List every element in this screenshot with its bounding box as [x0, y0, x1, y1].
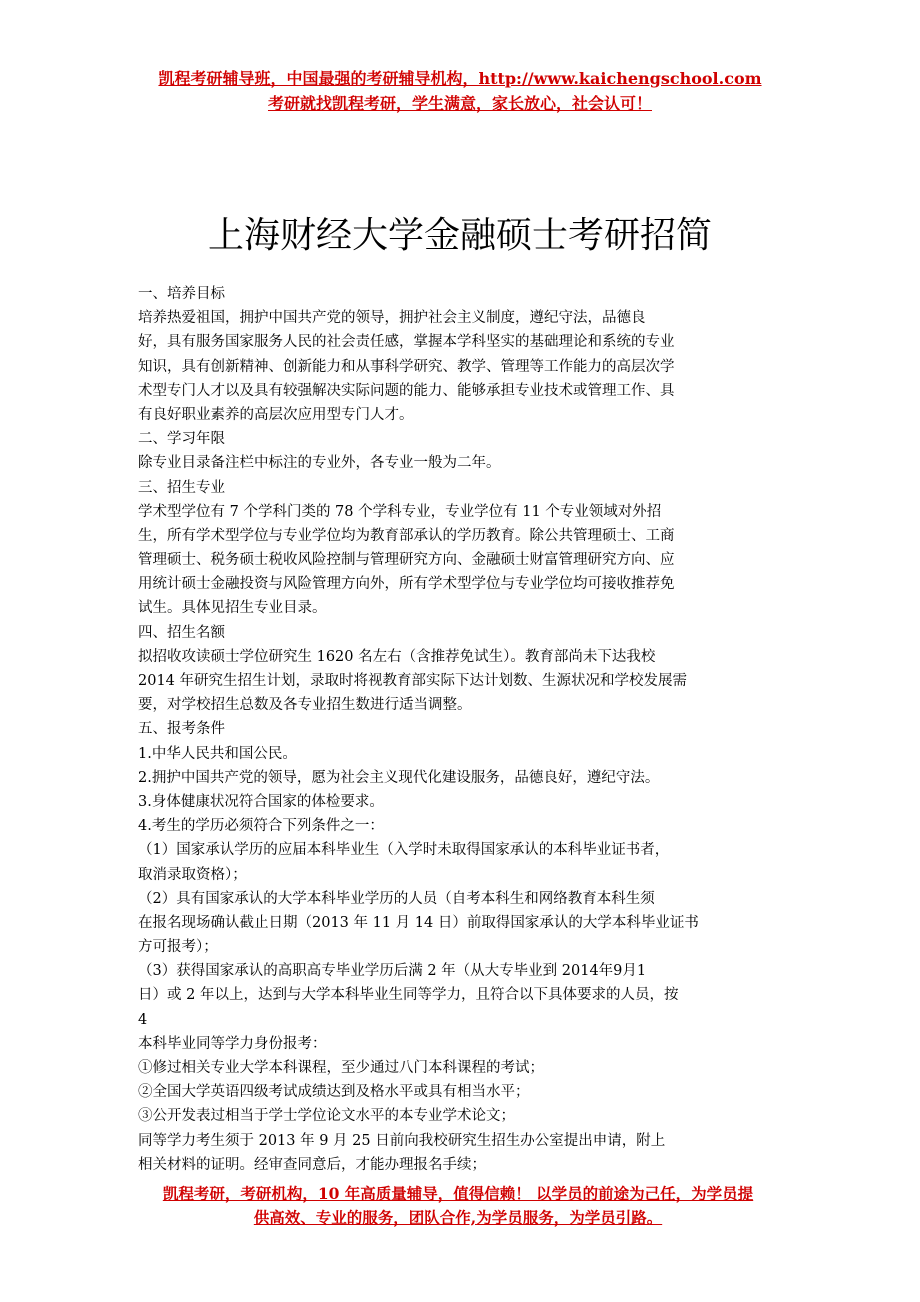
body-line: （2）具有国家承认的大学本科毕业学历的人员（自考本科生和网络教育本科生须 [138, 890, 655, 907]
footer-text-2: 供高效、专业的服务，团队合作,为学员服务，为学员引路。 [253, 1208, 663, 1227]
body-line: 2.拥护中国共产党的领导，愿为社会主义现代化建设服务，品德良好，遵纪守法。 [138, 769, 660, 786]
header-line-2 [0, 91, 920, 116]
body-line: 要，对学校招生总数及各专业招生数进行适当调整。 [138, 697, 472, 714]
header-slogan-text: 考研就找凯程考研，学生满意，家长放心，社会认可！ [267, 94, 652, 113]
body-line: 好，具有服务国家服务人民的社会责任感，掌握本学科坚实的基础理论和系统的专业 [138, 334, 675, 351]
body-line: 日）或 2 年以上，达到与大学本科毕业生同等学力，且符合以下具体要求的人员，按 [138, 987, 679, 1004]
body-line: 管理硕士、税务硕士税收风险控制与管理研究方向、金融硕士财富管理研究方向、应 [138, 552, 675, 569]
body-line: 2014 年研究生招生计划，录取时将视教育部实际下达计划数、生源状况和学校发展需 [138, 673, 688, 689]
body-line: 3.身体健康状况符合国家的体检要求。 [138, 793, 384, 810]
header-link-text[interactable]: 凯程考研辅导班，中国最强的考研辅导机构，http://www.kaichengschool.com [158, 69, 762, 88]
footer-line-1 [118, 1182, 798, 1206]
body-line: 同等学力考生须于 2013 年 9 月 25 日前向我校研究生招生办公室提出申请，附上 [138, 1132, 666, 1149]
body-line: （3）获得国家承认的高职高专毕业学历后满 2 年（从大专毕业到 2014年9月1 [138, 963, 647, 980]
body-line: ③公开发表过相当于学士学位论文水平的本专业学术论文； [138, 1108, 515, 1125]
body-line: 在报名现场确认截止日期（2013 年 11 月 14 日）前取得国家承认的大学本科毕业证书 [138, 914, 699, 931]
body-line: 方可报考）； [138, 939, 218, 956]
body-line: 生，所有学术型学位与专业学位均为教育部承认的学历教育。除公共管理硕士、工商 [138, 527, 675, 544]
body-line: 有良好职业素养的高层次应用型专门人才。 [138, 406, 414, 423]
page-header [0, 66, 920, 116]
body-line: 用统计硕士金融投资与风险管理方向外，所有学术型学位与专业学位均可接收推荐免 [138, 576, 675, 593]
page-footer [118, 1182, 798, 1230]
body-line: 1.中华人民共和国公民。 [138, 745, 297, 762]
body-line: 试生。具体见招生专业目录。 [138, 600, 327, 617]
body-line: 本科毕业同等学力身份报考： [138, 1035, 327, 1052]
body-line: 四、招生名额 [138, 624, 225, 641]
body-line: 相关材料的证明。经审查同意后，才能办理报名手续； [138, 1156, 486, 1173]
body-line: 五、报考条件 [138, 721, 225, 738]
body-line: ②全国大学英语四级考试成绩达到及格水平或具有相当水平； [138, 1084, 530, 1101]
body-line: 三、招生专业 [138, 479, 225, 496]
body-line: （1）国家承认学历的应届本科毕业生（入学时未取得国家承认的本科毕业证书者， [138, 842, 670, 859]
body-line: 学术型学位有 7 个学科门类的 78 个学科专业，专业学位有 11 个专业领域对外招 [138, 503, 662, 520]
header-line-1[interactable] [0, 66, 920, 91]
body-line: 取消录取资格）； [138, 866, 247, 883]
body-line: 知识，具有创新精神、创新能力和从事科学研究、教学、管理等工作能力的高层次学 [138, 358, 675, 375]
body-line: 拟招收攻读硕士学位研究生 1620 名左右（含推荐免试生）。教育部尚未下达我校 [138, 648, 656, 665]
body-line: 培养热爱祖国，拥护中国共产党的领导，拥护社会主义制度，遵纪守法，品德良 [138, 310, 646, 327]
body-line: 4.考生的学历必须符合下列条件之一： [138, 818, 384, 835]
footer-text-1: 凯程考研，考研机构，10 年高质量辅导，值得信赖！ 以学员的前途为己任，为学员提 [162, 1184, 754, 1203]
body-line: ①修过相关专业大学本科课程，至少通过八门本科课程的考试； [138, 1060, 544, 1076]
body-line: 术型专门人才以及具有较强解决实际问题的能力、能够承担专业技术或管理工作、具 [138, 382, 675, 399]
body-line: 二、学习年限 [138, 431, 225, 448]
body-line: 除专业目录备注栏中标注的专业外，各专业一般为二年。 [138, 455, 501, 472]
document-body [138, 282, 768, 1177]
footer-line-2 [118, 1206, 798, 1230]
body-line: 4 [138, 1011, 148, 1028]
document-title: 上海财经大学金融硕士考研招简 [207, 215, 712, 257]
body-line: 一、培养目标 [138, 286, 225, 302]
